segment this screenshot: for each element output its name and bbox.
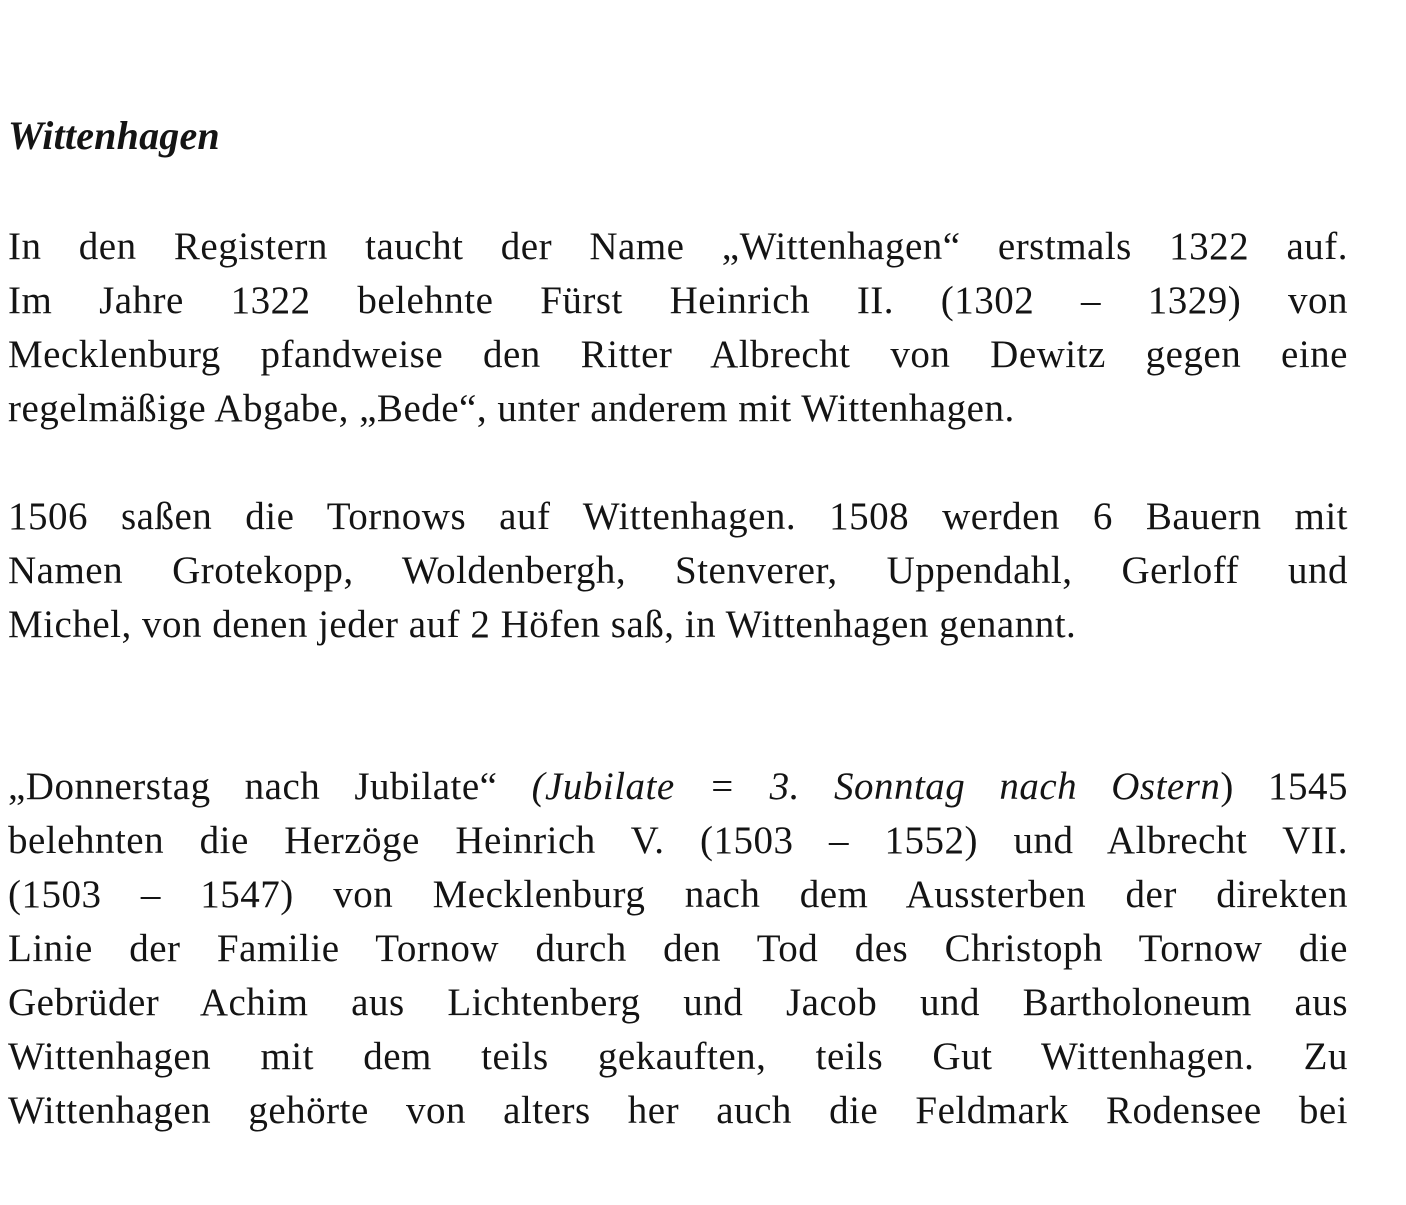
text-line: Im Jahre 1322 belehnte Fürst Heinrich II. (1302 – 1329) von: [8, 279, 1348, 322]
text-line: Namen Grotekopp, Woldenbergh, Stenverer, Uppendahl, Gerloff und: [8, 549, 1348, 592]
paragraph-2: [8, 490, 1348, 652]
text-line: (1503 – 1547) von Mecklenburg nach dem Aussterben der direkten: [8, 873, 1348, 916]
italic-note: (Jubilate = 3. Sonntag nach Ostern: [531, 765, 1221, 808]
text-line: Gebrüder Achim aus Lichtenberg und Jacob und Bartholoneum aus: [8, 981, 1348, 1024]
text-line: Mecklenburg pfandweise den Ritter Albrecht von Dewitz gegen eine: [8, 333, 1348, 376]
text-line: Wittenhagen mit dem teils gekauften, teils Gut Wittenhagen. Zu: [8, 1035, 1348, 1078]
text-segment: ) 1545: [1220, 765, 1348, 808]
text-line: In den Registern taucht der Name „Wittenhagen“ erstmals 1322 auf.: [8, 225, 1348, 268]
text-line-mixed: [8, 760, 1348, 814]
paragraph-3: [8, 760, 1348, 1138]
text-line: Linie der Familie Tornow durch den Tod des Christoph Tornow die: [8, 927, 1348, 970]
text-line: regelmäßige Abgabe, „Bede“, unter anderem mit Wittenhagen.: [8, 387, 1015, 430]
text-line: 1506 saßen die Tornows auf Wittenhagen. 1508 werden 6 Bauern mit: [8, 495, 1348, 538]
text-line: belehnten die Herzöge Heinrich V. (1503 – 1552) und Albrecht VII.: [8, 819, 1348, 862]
document-heading: Wittenhagen: [8, 113, 220, 158]
paragraph-1: [8, 220, 1348, 436]
text-line: Michel, von denen jeder auf 2 Höfen saß, in Wittenhagen genannt.: [8, 603, 1077, 646]
text-segment: „Donnerstag nach Jubilate“: [8, 765, 532, 808]
text-line: Wittenhagen gehörte von alters her auch die Feldmark Rodensee bei: [8, 1089, 1348, 1132]
